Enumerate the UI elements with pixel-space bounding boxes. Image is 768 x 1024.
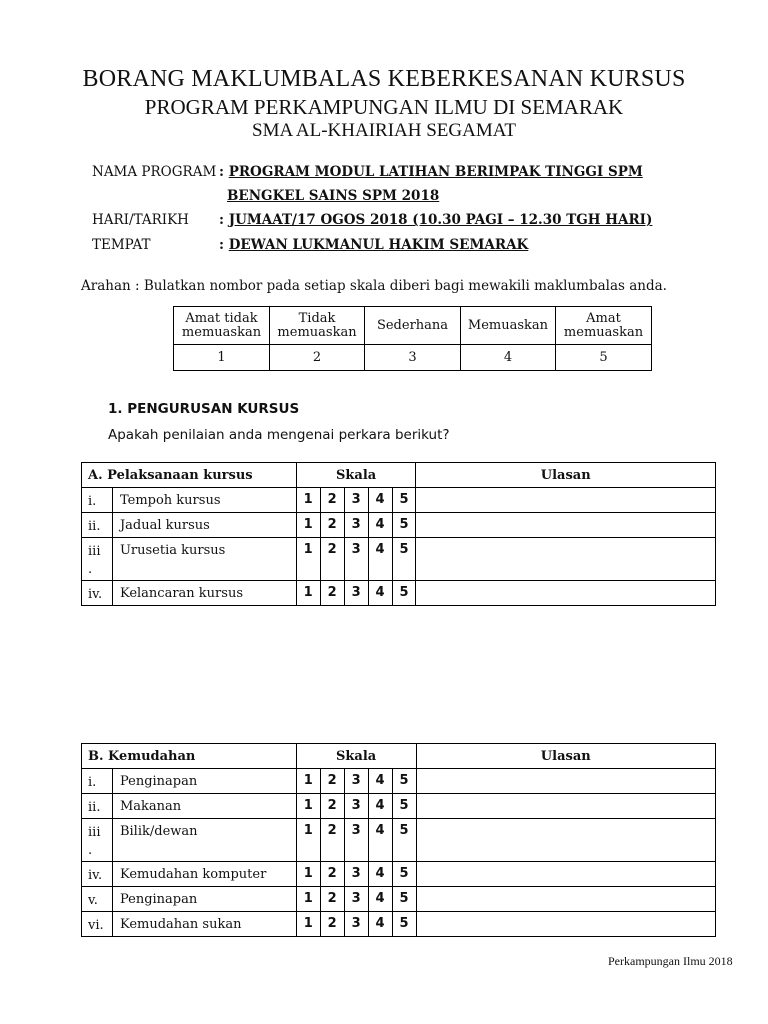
scale-option-3[interactable]: 3: [344, 887, 368, 912]
row-number: ii.: [82, 513, 113, 538]
date-value: [219, 212, 652, 228]
table-row: [82, 488, 716, 513]
scale-option-5[interactable]: 5: [392, 862, 416, 887]
scale-option-2[interactable]: 2: [320, 912, 344, 937]
table-row: [82, 581, 716, 606]
date-value-text: JUMAAT/17 OGOS 2018 (10.30 PAGI – 12.30 TGH HARI): [228, 212, 653, 228]
scale-label-5: Amat memuaskan: [556, 307, 652, 345]
scale-value: 3: [365, 345, 461, 371]
scale-option-3[interactable]: 3: [344, 513, 368, 538]
place-label: TEMPAT: [92, 237, 151, 253]
scale-option-1[interactable]: 1: [296, 912, 320, 937]
scale-option-2[interactable]: 2: [320, 769, 344, 794]
row-number: iii .: [82, 819, 113, 862]
remark-cell[interactable]: [416, 794, 716, 819]
place-value-text: DEWAN LUKMANUL HAKIM SEMARAK: [228, 237, 529, 253]
row-number: iv.: [82, 581, 113, 606]
scale-option-1[interactable]: 1: [296, 538, 320, 581]
row-item: Penginapan: [112, 887, 296, 912]
scale-option-5[interactable]: 5: [392, 912, 416, 937]
scale-option-3[interactable]: 3: [344, 488, 368, 513]
remark-cell[interactable]: [416, 581, 716, 606]
table-header-row: [82, 463, 716, 488]
scale-option-4[interactable]: 4: [368, 819, 392, 862]
remark-cell[interactable]: [416, 862, 716, 887]
scale-option-4[interactable]: 4: [368, 581, 392, 606]
table-header-row: [82, 744, 716, 769]
scale-option-2[interactable]: 2: [320, 887, 344, 912]
scale-option-2[interactable]: 2: [320, 538, 344, 581]
colon: :: [219, 164, 224, 180]
scale-option-4[interactable]: 4: [368, 769, 392, 794]
scale-option-1[interactable]: 1: [296, 794, 320, 819]
scale-option-4[interactable]: 4: [368, 794, 392, 819]
scale-value: 5: [556, 345, 652, 371]
table-row: [82, 887, 716, 912]
table-title: B. Kemudahan: [82, 744, 297, 769]
scale-option-5[interactable]: 5: [392, 794, 416, 819]
program-value-1: PROGRAM MODUL LATIHAN BERIMPAK TINGGI SPM: [228, 164, 643, 180]
program-value-2: BENGKEL SAINS SPM 2018: [227, 188, 440, 204]
form-title: BORANG MAKLUMBALAS KEBERKESANAN KURSUS: [82, 66, 686, 92]
scale-option-1[interactable]: 1: [296, 887, 320, 912]
scale-option-3[interactable]: 3: [344, 581, 368, 606]
school-name: SMA AL-KHAIRIAH SEGAMAT: [252, 120, 516, 141]
scale-label-2: Tidak memuaskan: [270, 307, 365, 345]
scale-label-3: Sederhana: [365, 307, 461, 345]
scale-label-1: Amat tidak memuaskan: [174, 307, 270, 345]
table-row: [82, 794, 716, 819]
scale-option-1[interactable]: 1: [296, 581, 320, 606]
scale-option-4[interactable]: 4: [368, 862, 392, 887]
scale-option-4[interactable]: 4: [368, 513, 392, 538]
row-number: iii .: [82, 538, 113, 581]
place-value: [219, 237, 528, 253]
scale-option-3[interactable]: 3: [344, 819, 368, 862]
scale-option-2[interactable]: 2: [320, 862, 344, 887]
row-item: Penginapan: [112, 769, 296, 794]
table-row: [82, 862, 716, 887]
row-item: Kelancaran kursus: [112, 581, 296, 606]
table-row: [82, 819, 716, 862]
remark-cell[interactable]: [416, 488, 716, 513]
table-row: [82, 513, 716, 538]
colon: :: [219, 237, 224, 253]
row-number: v.: [82, 887, 113, 912]
scale-option-5[interactable]: 5: [392, 488, 416, 513]
scale-option-3[interactable]: 3: [344, 862, 368, 887]
table-title: A. Pelaksanaan kursus: [82, 463, 297, 488]
row-number: i.: [82, 488, 113, 513]
scale-option-2[interactable]: 2: [320, 819, 344, 862]
remark-header: Ulasan: [416, 463, 716, 488]
scale-option-1[interactable]: 1: [296, 488, 320, 513]
scale-option-4[interactable]: 4: [368, 488, 392, 513]
scale-option-1[interactable]: 1: [296, 513, 320, 538]
program-value-2-line: [227, 188, 439, 204]
table-row: [82, 912, 716, 937]
scale-option-2[interactable]: 2: [320, 513, 344, 538]
scale-value: 2: [270, 345, 365, 371]
scale-header: Skala: [296, 744, 416, 769]
remark-cell[interactable]: [416, 769, 716, 794]
section-question: Apakah penilaian anda mengenai perkara berikut?: [108, 427, 450, 443]
scale-option-3[interactable]: 3: [344, 912, 368, 937]
scale-header: Skala: [296, 463, 416, 488]
section-heading: 1. PENGURUSAN KURSUS: [108, 401, 300, 417]
scale-label-4: Memuaskan: [461, 307, 556, 345]
date-label: HARI/TARIKH: [92, 212, 189, 228]
scale-option-5[interactable]: 5: [392, 513, 416, 538]
table-row: [82, 538, 716, 581]
remark-cell[interactable]: [416, 887, 716, 912]
table-row: [82, 769, 716, 794]
row-item: Kemudahan komputer: [112, 862, 296, 887]
scale-option-5[interactable]: 5: [392, 581, 416, 606]
scale-option-5[interactable]: 5: [392, 538, 416, 581]
program-value: [219, 164, 643, 180]
row-item: Bilik/dewan: [112, 819, 296, 862]
scale-legend-values-row: [174, 345, 652, 371]
row-number: i.: [82, 769, 113, 794]
remark-header: Ulasan: [416, 744, 716, 769]
scale-option-4[interactable]: 4: [368, 538, 392, 581]
instruction-text: Arahan : Bulatkan nombor pada setiap skala diberi bagi mewakili maklumbalas anda.: [81, 278, 667, 294]
scale-option-3[interactable]: 3: [344, 769, 368, 794]
program-label: NAMA PROGRAM: [92, 164, 217, 180]
scale-option-1[interactable]: 1: [296, 819, 320, 862]
row-item: Jadual kursus: [112, 513, 296, 538]
scale-legend-labels-row: [174, 307, 652, 345]
row-item: Tempoh kursus: [112, 488, 296, 513]
scale-option-4[interactable]: 4: [368, 887, 392, 912]
scale-option-5[interactable]: 5: [392, 819, 416, 862]
remark-cell[interactable]: [416, 538, 716, 581]
table-kemudahan: [81, 743, 716, 937]
row-item: Kemudahan sukan: [112, 912, 296, 937]
row-item: Makanan: [112, 794, 296, 819]
scale-option-5[interactable]: 5: [392, 769, 416, 794]
remark-cell[interactable]: [416, 819, 716, 862]
scale-option-1[interactable]: 1: [296, 862, 320, 887]
scale-option-2[interactable]: 2: [320, 794, 344, 819]
remark-cell[interactable]: [416, 912, 716, 937]
scale-option-2[interactable]: 2: [320, 488, 344, 513]
scale-option-3[interactable]: 3: [344, 794, 368, 819]
colon: :: [219, 212, 224, 228]
scale-option-2[interactable]: 2: [320, 581, 344, 606]
footer-text: Perkampungan Ilmu 2018: [608, 954, 733, 968]
scale-legend-table: [173, 306, 652, 371]
row-number: iv.: [82, 862, 113, 887]
scale-option-1[interactable]: 1: [296, 769, 320, 794]
scale-value: 4: [461, 345, 556, 371]
scale-option-5[interactable]: 5: [392, 887, 416, 912]
row-number: vi.: [82, 912, 113, 937]
remark-cell[interactable]: [416, 513, 716, 538]
program-subtitle: PROGRAM PERKAMPUNGAN ILMU DI SEMARAK: [144, 95, 624, 119]
scale-option-3[interactable]: 3: [344, 538, 368, 581]
table-pelaksanaan-kursus: [81, 462, 716, 606]
scale-option-4[interactable]: 4: [368, 912, 392, 937]
scale-value: 1: [174, 345, 270, 371]
row-item: Urusetia kursus: [112, 538, 296, 581]
row-number: ii.: [82, 794, 113, 819]
